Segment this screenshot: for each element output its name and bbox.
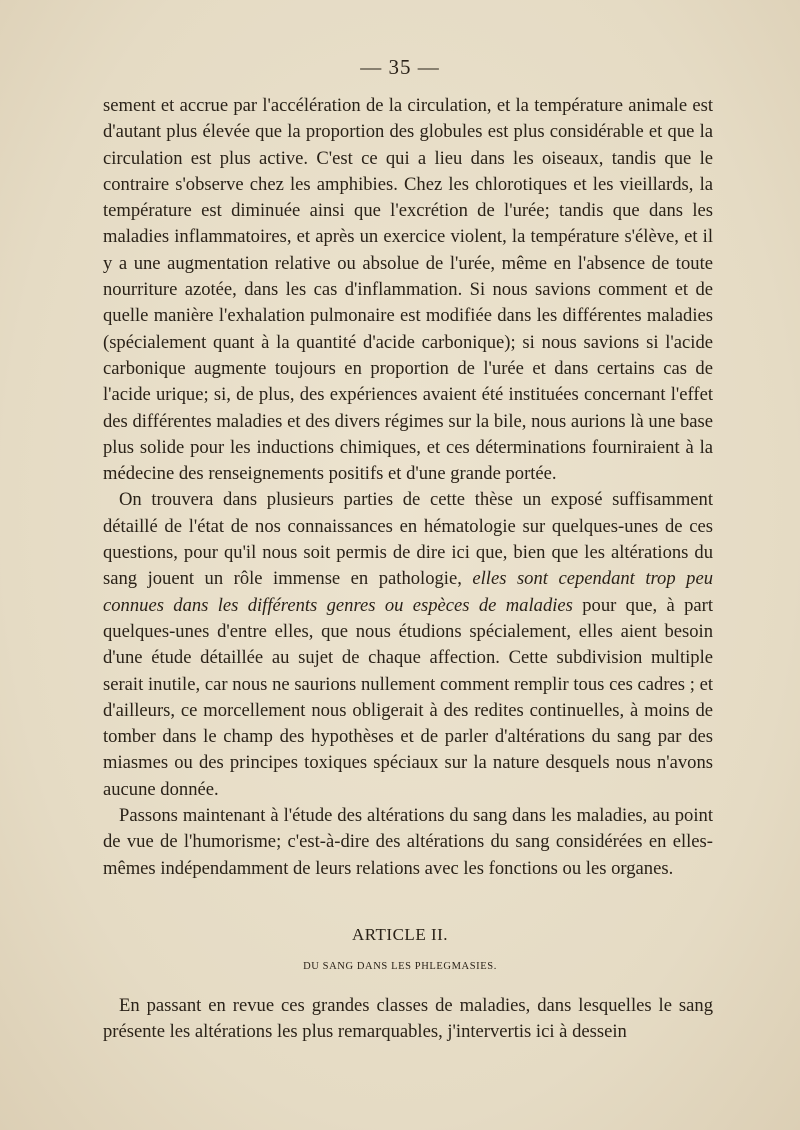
paragraph: [103, 487, 713, 803]
paragraph: En passant en revue ces grandes classes de maladies, dans lesquelles le sang présente les altérations les plus remarquables, j'intervertis ici à dessein: [103, 995, 713, 1043]
main-text: [103, 93, 713, 882]
section-heading: DU SANG DANS LES PHLEGMASIES.: [303, 961, 497, 972]
main-text-continued: [103, 993, 713, 1046]
paragraph: Passons maintenant à l'étude des altérations du sang dans les maladies, au point de vue de l'humorisme; c'est-à-dire des altérations du sang considérées en elles-mêmes indépendamment de leurs relations avec les fonctions ou les organes.: [103, 805, 713, 879]
text-run: pour que, à part quelques-unes d'entre elles, que nous étudions spécialement, elles aient besoin d'une étude détaillée au sujet de chaque affection. Cette subdivision multiple serait inutile, car nous ne saurions nullement comment remplir tous ces cadres ; et d'ailleurs, ce morcellement nous obligerait à des redites continuelles, à moins de tomber dans le champ des hypothèses et de parler d'altérations du sang par des miasmes ou des principes toxiques spéciaux sur la nature desquels nous n'avons aucune donnée.: [103, 594, 713, 800]
text-run: On trouvera dans plusieurs parties de cette thèse un exposé suffisamment détaillé de l'état de nos connaissances en hématologie sur quelques-unes de ces questions, pour qu'il nous soit permis de dire ici que, bien que les altérations du sang jouent un rôle immense en pathologie,: [103, 489, 713, 590]
italic-text: elles sont cependant trop peu connues dans les différents genres ou espèces de maladies: [103, 568, 713, 616]
paragraph: sement et accrue par l'accélération de la circulation, et la température animale est d'autant plus élevée que la proportion des globules est plus considérable et que la circulation est plus active. C'est ce qui a lieu dans les oiseaux, tandis que le contraire s'observe chez les amphibies. Chez les chlorotiques et les vieillards, la température est diminuée ainsi que l'excrétion de l'urée; tandis que dans les maladies inflammatoires, et après un exercice violent, la température s'élève, et il y a une augmentation relative ou absolue de l'urée, même en l'absence de toute nourriture azotée, dans les cas d'inflammation. Si nous savions comment et de quelle manière l'exhalation pulmonaire est modifiée dans les différentes maladies (spécialement quant à la quantité d'acide carbonique); si nous savions si l'acide carbonique augmente toujours en proportion de l'urée et dans certains cas de l'acide urique; si, de plus, des expériences avaient été instituées concernant l'effet des différentes maladies et des divers régimes sur la bile, nous aurions là une base plus solide pour les inductions chimiques, et ces déterminations fourniraient à la médecine des renseignements positifs et d'une grande portée.: [103, 95, 713, 485]
article-heading: ARTICLE II.: [351, 925, 449, 944]
page-number: — 35 —: [360, 55, 440, 79]
